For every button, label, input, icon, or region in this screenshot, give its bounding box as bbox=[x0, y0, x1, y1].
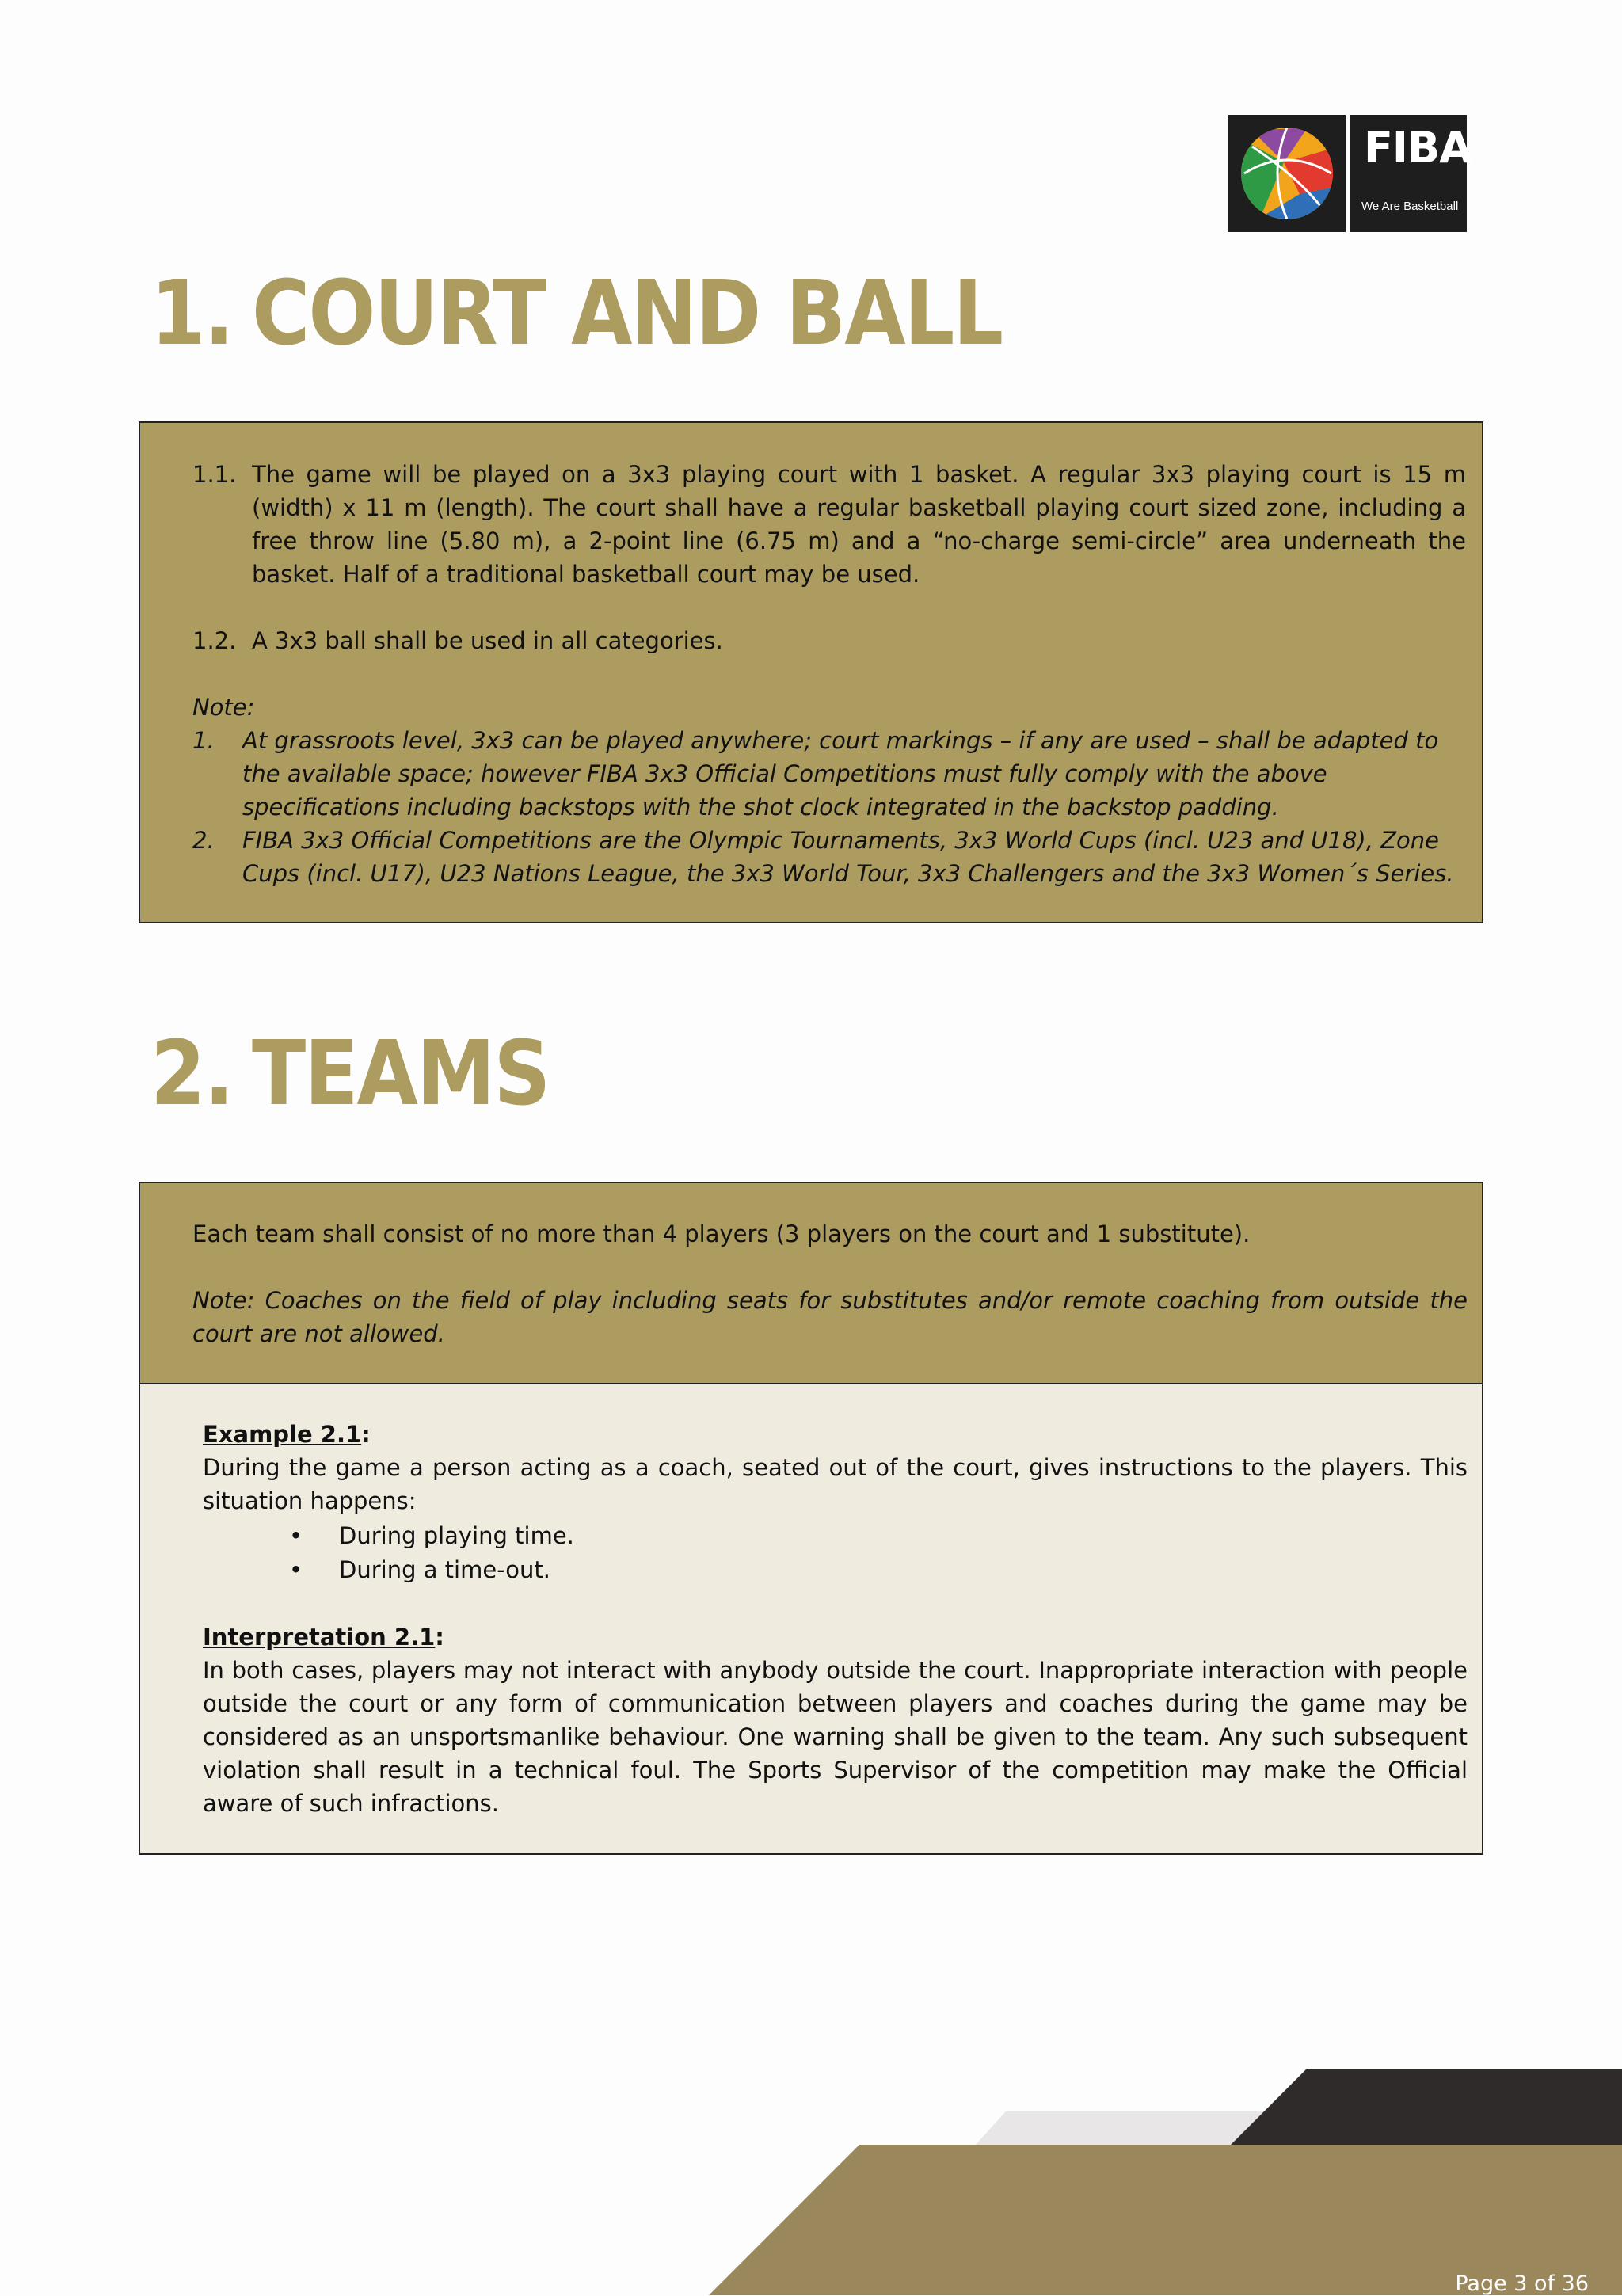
section2-number: 2. bbox=[150, 1022, 233, 1126]
example-heading: Example 2.1: bbox=[203, 1421, 371, 1448]
interpretation-heading: Interpretation 2.1: bbox=[203, 1624, 444, 1651]
item-1-1-text: The game will be played on a 3x3 playing court with 1 basket. A regular 3x3 playing court is 15 m (width) x 11 m (length). The court shall have a regular basketball playing court sized zone, including a free throw line (5.80 m), a 2-point line (6.75 m) and a “no-charge semi-circle” area underneath the basket. Half of a traditional basketball court may be used. bbox=[252, 461, 1466, 588]
item-1-1-number: 1.1. bbox=[192, 461, 237, 488]
item-1-2-text: A 3x3 ball shall be used in all categories. bbox=[252, 627, 723, 654]
team-note-text: Note: Coaches on the field of play including seats for substitutes and/or remote coaching from outside the court are not allowed. bbox=[192, 1287, 1468, 1347]
note-1-number: 1. bbox=[192, 727, 215, 754]
section1-title: COURT AND BALL bbox=[252, 261, 1003, 366]
team-rule-text: Each team shall consist of no more than 4 players (3 players on the court and 1 substitute). bbox=[192, 1220, 1251, 1247]
fiba-tagline: We Are Basketball bbox=[1361, 200, 1459, 213]
fiba-logo bbox=[1228, 115, 1472, 232]
section2-rule-box bbox=[139, 1182, 1483, 1384]
footer-decoration bbox=[0, 2059, 1622, 2295]
example-text: During the game a person acting as a coach, seated out of the court, gives instructions to the players. This situation happens: bbox=[203, 1454, 1468, 1514]
interpretation-label: Interpretation 2.1 bbox=[203, 1624, 436, 1651]
fiba-wordmark bbox=[1350, 115, 1472, 232]
note-1-text: At grassroots level, 3x3 can be played anywhere; court markings – if any are used – shall be adapted to the available space; however FIBA 3x3 Official Competitions must fully comply with the above specifications including backstops with the shot clock integrated in the backstop padding. bbox=[242, 727, 1439, 821]
example-label: Example 2.1 bbox=[203, 1421, 362, 1448]
section1-number: 1. bbox=[150, 261, 233, 366]
note-2-number: 2. bbox=[192, 827, 215, 854]
fiba-brand-text: FIBA bbox=[1364, 123, 1472, 173]
item-1-2-number: 1.2. bbox=[192, 627, 237, 654]
bullet-dot-icon: • bbox=[289, 1522, 303, 1549]
section2-title: TEAMS bbox=[252, 1022, 550, 1126]
bullet-dot-icon: • bbox=[289, 1556, 303, 1583]
bullet-item: During a time-out. bbox=[339, 1556, 550, 1583]
page-number: Page 3 of 36 bbox=[1455, 2271, 1589, 2296]
bullet-item: During playing time. bbox=[339, 1522, 574, 1549]
note-label: Note: bbox=[192, 694, 255, 721]
interpretation-text: In both cases, players may not interact with anybody outside the court. Inappropriate interaction with people outside the court or any form of communication between players and coaches during the game may be considered as an unsportsmanlike behaviour. One warning shall be given to the team. Any such subsequent violation shall result in a technical foul. The Sports Supervisor of the competition may make the Official aware of such infractions. bbox=[203, 1657, 1468, 1817]
note-2-text: FIBA 3x3 Official Competitions are the Olympic Tournaments, 3x3 World Cups (incl. U23 and U18), Zone Cups (incl. U17), U23 Nations League, the 3x3 World Tour, 3x3 Challengers and the 3x3 Women´s Series. bbox=[242, 827, 1454, 887]
basketball-logo-icon bbox=[1228, 115, 1346, 232]
